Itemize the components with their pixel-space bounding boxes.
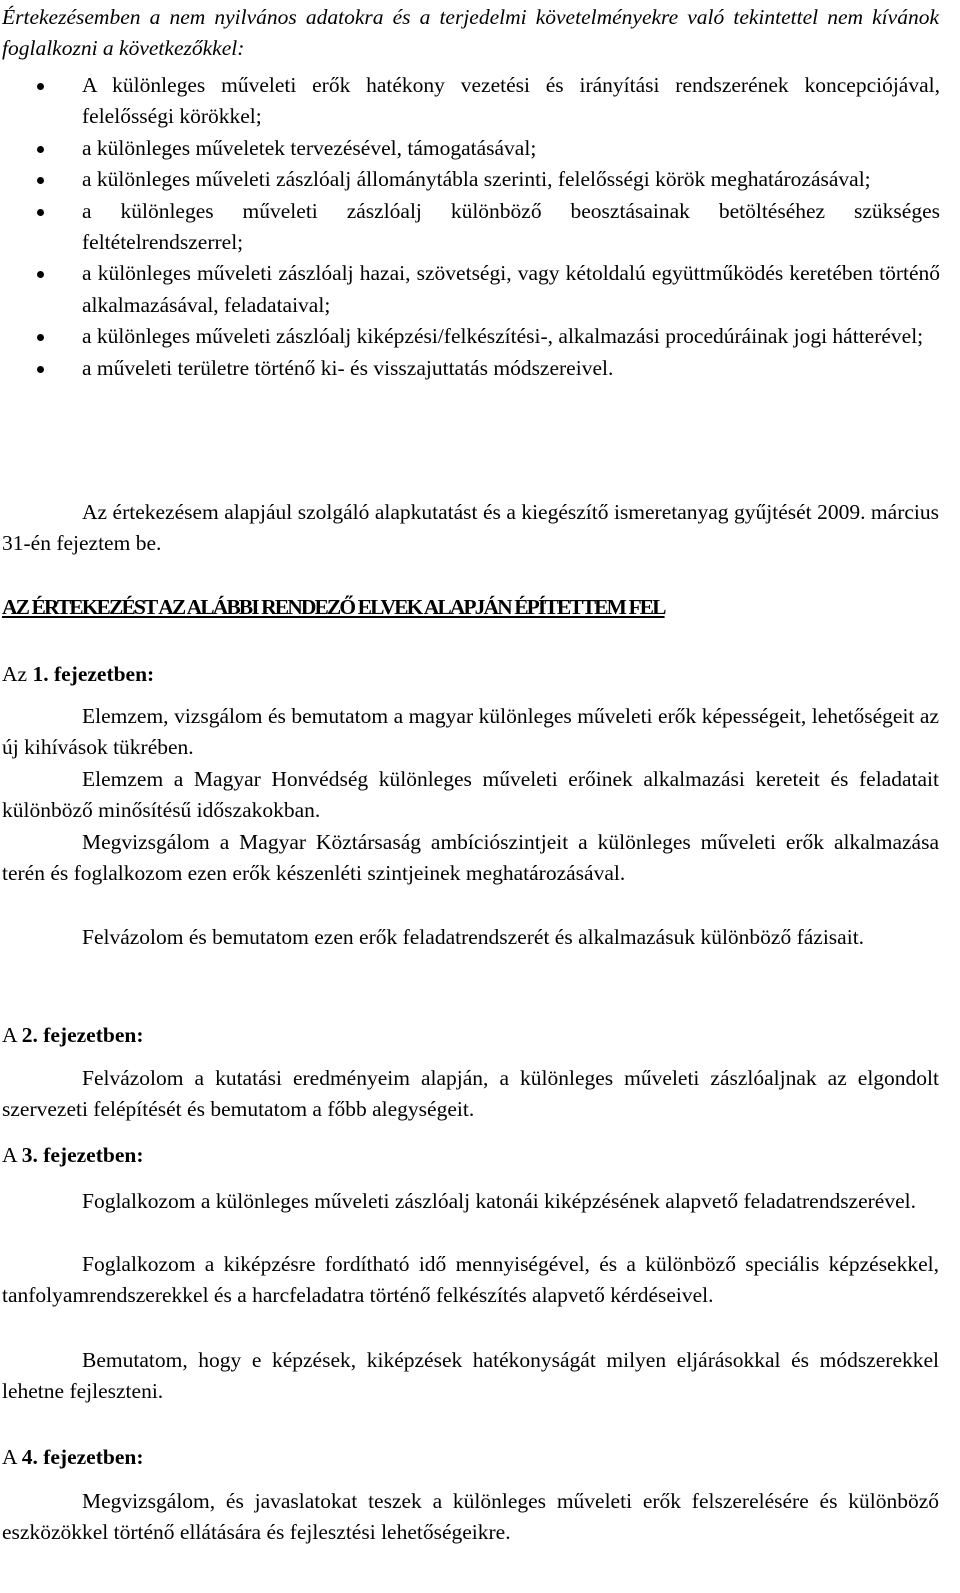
exclusion-list	[0, 70, 940, 384]
chapter-paragraph: Megvizsgálom a Magyar Köztársaság ambíciószintjeit a különleges műveleti erők alkalmazása terén és foglalkozom ezen erők készenléti szintjeinek meghatározásával.	[2, 830, 939, 886]
bullet-icon	[37, 209, 44, 216]
bullet-icon	[37, 177, 44, 184]
intro-paragraph: Értekezésemben a nem nyilvános adatokra és a terjedelmi követelményekre való tekintettel nem kívánok foglalkozni a következőkkel:	[2, 5, 939, 61]
bullet-icon	[37, 334, 44, 341]
chapter-paragraph: Elemzem, vizsgálom és bemutatom a magyar különleges műveleti erők képességeit, lehetőségeit az új kihívások tükrében.	[2, 704, 939, 760]
basis-paragraph: Az értekezésem alapjául szolgáló alapkutatást és a kiegészítő ismeretanyag gyűjtését 2009. március 31-én fejeztem be.	[2, 500, 939, 556]
bullet-icon	[37, 366, 44, 373]
list-item: a különleges műveletek tervezésével, támogatásával;	[0, 133, 940, 164]
bullet-icon	[37, 271, 44, 278]
chapter-paragraph: Foglalkozom a különleges műveleti zászlóalj katonái kiképzésének alapvető feladatrendszerével.	[82, 1189, 916, 1213]
bullet-icon	[37, 146, 44, 153]
chapter-paragraph: Foglalkozom a kiképzésre fordítható idő mennyiségével, és a különböző speciális képzésekkel, tanfolyamrendszerekkel és a harcfeladatra történő felkészítés alapvető kérdéseivel.	[2, 1252, 939, 1308]
chapter-heading: A 4. fejezetben:	[2, 1445, 144, 1469]
list-item: a különleges műveleti zászlóalj hazai, szövetségi, vagy kétoldalú együttműködés keretében történő alkalmazásával, feladataival;	[0, 258, 940, 321]
chapter-heading: Az 1. fejezetben:	[2, 662, 155, 686]
chapter-paragraph: Megvizsgálom, és javaslatokat teszek a különleges műveleti erők felszerelésére és különböző eszközökkel történő ellátására és fejlesztési lehetőségeikre.	[2, 1489, 939, 1545]
list-item: a különleges műveleti zászlóalj különböző beosztásainak betöltéséhez szükséges feltételrendszerrel;	[0, 196, 940, 259]
chapter-heading: A 2. fejezetben:	[2, 1023, 144, 1047]
list-item: a különleges műveleti zászlóalj kiképzési/felkészítési-, alkalmazási procedúráinak jogi hátterével;	[0, 321, 940, 352]
bullet-icon	[37, 83, 44, 90]
section-heading: AZ ÉRTEKEZÉST AZ ALÁBBI RENDEZŐ ELVEK ALAPJÁN ÉPÍTETTEM FEL	[2, 595, 665, 619]
chapter-paragraph: Elemzem a Magyar Honvédség különleges műveleti erőinek alkalmazási kereteit és feladatait különböző minősítésű időszakokban.	[2, 767, 939, 823]
chapter-paragraph: Felvázolom a kutatási eredményeim alapján, a különleges műveleti zászlóaljnak az elgondolt szervezeti felépítését és bemutatom a főbb alegységeit.	[2, 1066, 939, 1122]
chapter-paragraph: Felvázolom és bemutatom ezen erők feladatrendszerét és alkalmazásuk különböző fázisait.	[82, 925, 865, 949]
list-item: a különleges műveleti zászlóalj állománytábla szerinti, felelősségi körök meghatározásával;	[0, 164, 940, 195]
list-item: A különleges műveleti erők hatékony vezetési és irányítási rendszerének koncepciójával, felelősségi körökkel;	[0, 70, 940, 133]
chapter-heading: A 3. fejezetben:	[2, 1143, 144, 1167]
chapter-paragraph: Bemutatom, hogy e képzések, kiképzések hatékonyságát milyen eljárásokkal és módszerekkel lehetne fejleszteni.	[2, 1348, 939, 1404]
list-item: a műveleti területre történő ki- és visszajuttatás módszereivel.	[0, 353, 940, 384]
